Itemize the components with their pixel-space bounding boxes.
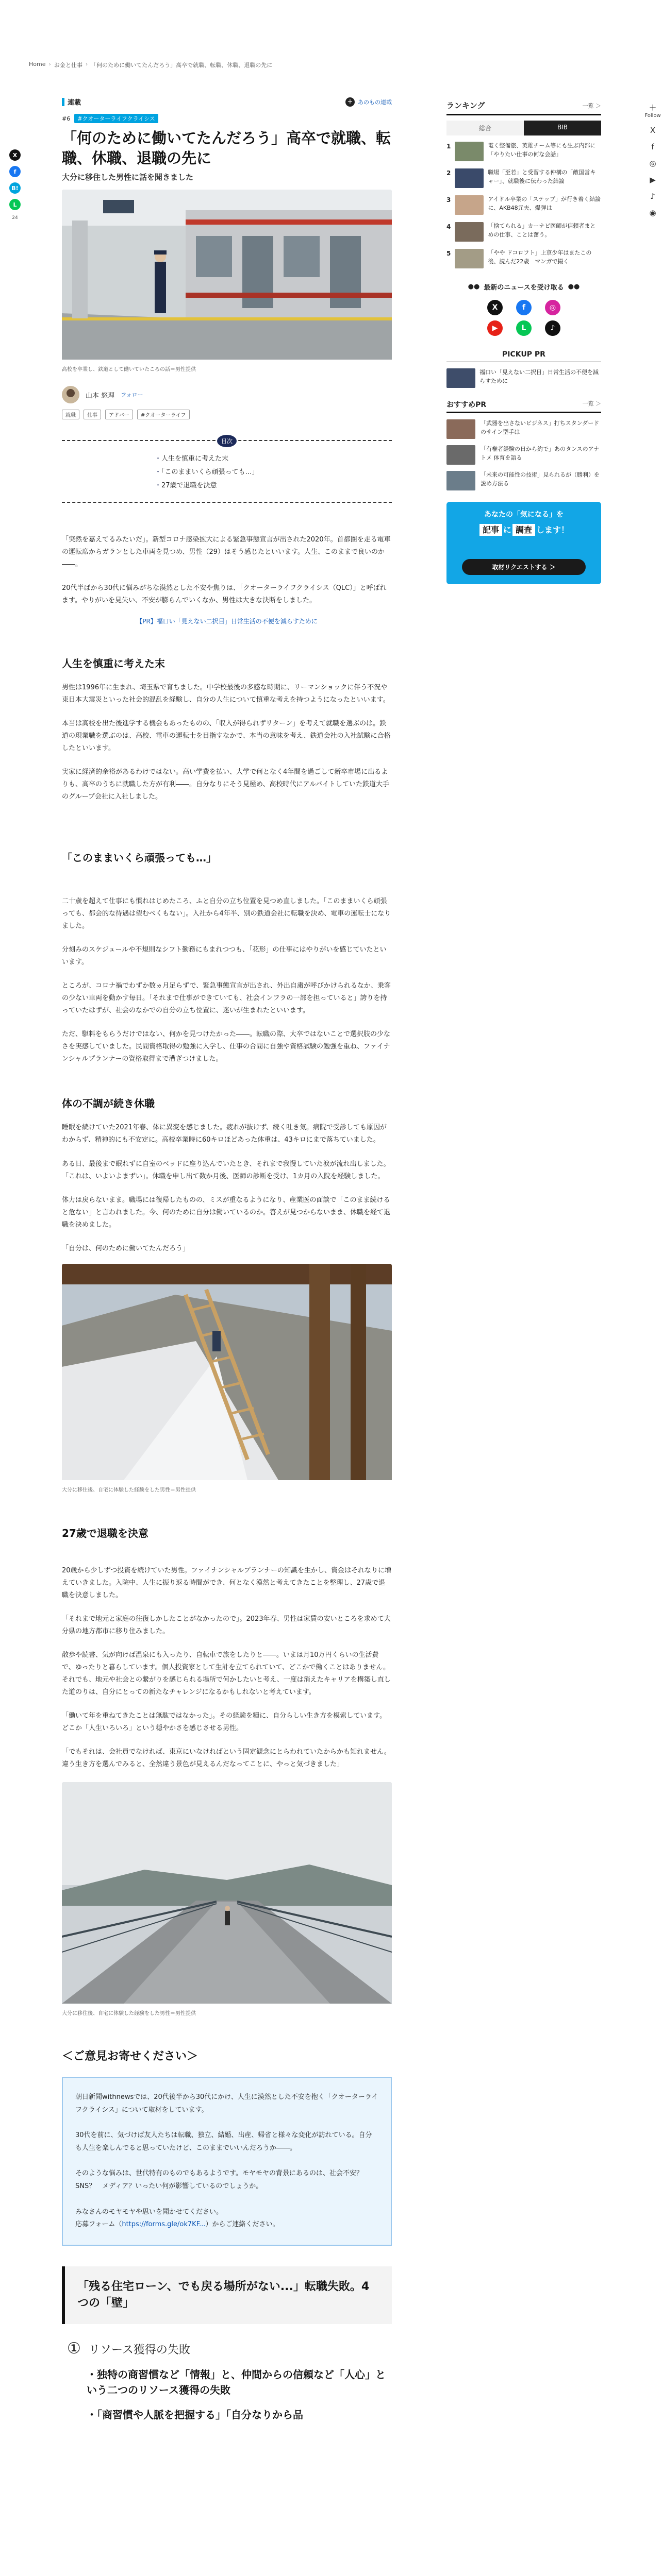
bridge-photo-illustration [62, 1782, 392, 2004]
follow-button[interactable] [644, 102, 660, 118]
category-bar [62, 98, 64, 106]
opinion-heading: ＜ご意見お寄せください＞ [62, 2050, 198, 2063]
series-tag[interactable]: #クオーターライフクライシス [74, 114, 158, 123]
opinion-form-line: 応募フォーム（https://forms.gle/ok7KF...）からご連絡ください。 [75, 2221, 279, 2229]
share-x-icon[interactable]: X [9, 149, 21, 161]
tab-bib[interactable]: BIB [524, 121, 601, 135]
facebook-icon[interactable]: f [651, 142, 654, 151]
author-name[interactable]: 山本 悠理 [86, 392, 115, 400]
body-paragraph: 男性は1996年に生まれ、埼玉県で育ちました。中学校最後の多感な時期に、リーマンショックに伴う不況や東日本大震災といった社会的混乱を経験し、自分の人生について慎重な考えを持つようになったといいます。 [62, 683, 390, 704]
promo-item: ・「商習慣や人脈を把握する」「自分なりから品 [87, 2408, 303, 2421]
breadcrumb-category[interactable]: お金と仕事 [54, 62, 82, 69]
pr-item[interactable]: 「有権者経験の日から約で」あのタンスのアナトメ 体育を語る [446, 445, 601, 465]
pr-thumbnail [446, 471, 475, 490]
photo-caption: 大分に移住後、自宅に体験した経験をした男性＝男性提供 [62, 1487, 196, 1493]
ranking-list [446, 142, 601, 268]
body-paragraph: 「それまで地元と家庭の往復しかしたことがなかったので」。2023年春、男性は家賃の安いところを求めて大分県の地方都市に移り住みました。 [62, 1615, 391, 1635]
promo-list [62, 2340, 392, 2422]
rss-icon[interactable]: ◉ [649, 208, 656, 217]
opinion-paragraph: 30代を前に、気づけば友人たちは転職、独立、結婚、出産、帰省と様々な変化が訪れている。自分も人生を楽しんでると思っていたけど、このままでいいんだろうか――。 [75, 2131, 372, 2153]
page-title: 「何のために働いてたんだろう」高卒で就職、転職、休職、退職の先に [62, 129, 391, 167]
tag-list [62, 410, 392, 419]
request-banner[interactable] [446, 502, 601, 584]
ranking-header [446, 100, 601, 115]
promo-item: ・独特の商習慣など「情報」と、仲間からの信頼など「人心」という二つのリソース獲得の失敗 [87, 2368, 386, 2396]
hero-photo-caption: 高校を卒業し、鉄道として働いていたころの話＝男性提供 [62, 367, 196, 373]
youtube-icon[interactable]: ▶ [487, 320, 503, 336]
social-links [446, 300, 601, 336]
body-paragraph: 体力は戻らないまま。職場には復帰したものの、ミスが重なるようになり、産業医の面談で「このまま続けると危ない」と言われました。今、何のために自分は働いているのか。答えが見つからないまま、休職を経て退職を決めました。 [62, 1196, 391, 1229]
body-paragraph: 20歳から少しずつ投資を続けていた男性。ファイナンシャルプランナーの知識を生かし、資金はそれなりに増えていきました。入院中、人生に振り返る時間ができ、何となく漠然と考えてきたことを整理し、27歳で退職を決意しました。 [62, 1566, 392, 1599]
page-subtitle: 大分に移住した男性に話を聞きました [62, 173, 194, 182]
ranking-item[interactable]: 2 職場「至若」と受習する仲構の「敵国営キャー」、就職後に伝わった結論 [446, 168, 601, 188]
related-link[interactable]: 【PR】福口い「見えない二択目」日常生活の不便を減らすために [136, 617, 318, 625]
sidebar [446, 100, 601, 584]
series-number: #6 [62, 115, 71, 122]
series-follow-button[interactable]: + あのもの連載 [345, 97, 392, 107]
ranking-thumbnail [455, 142, 484, 161]
x-icon[interactable]: X [650, 126, 656, 135]
share-line-icon[interactable]: L [9, 199, 21, 210]
instagram-icon[interactable]: ◎ [649, 159, 656, 168]
opinion-box [62, 2077, 392, 2246]
section-heading: 体の不調が続き休職 [62, 1097, 155, 1110]
right-rail [643, 102, 662, 217]
breadcrumb-separator: › [48, 61, 51, 67]
tag-item[interactable]: 就職 [62, 410, 79, 419]
body-paragraph: 実家に経済的余裕があるわけではない。高い学費を払い、大学で何となく4年間を過ごして新卒市場に出るよりも、高卒のうちに就職した方が有利――。自分なりにそう見極め、高校時代にアルバイトしていた鉄道大手のグループ会社に入社しました。 [62, 768, 390, 801]
ranking-item[interactable]: 3 アイドル卒業の「ステップ」が行き着く結論に、AKB48元夫、爆弾は [446, 195, 601, 215]
article-photo [62, 1782, 392, 2006]
body-paragraph: 散歩や読書、気が向けば温泉にも入ったり、自転車で旅をしたりと――。いまは月10万円くらいの生活費で、ゆったりと暮らしています。個人投資家として生計を立てられていて、どこかで働くことはありません。それでも、地元や社会との繋がりを感じられる場所で何かしたいと考え、一度は消えたキャリアを構築し直した道のりは、自分にとっての新たなチャレンジになるかもしれないと考えています。 [62, 1651, 391, 1697]
banner-line1: あなたの「気になる」を [484, 511, 564, 519]
article-photo [62, 1264, 392, 1482]
breadcrumb-current: 「何のために働いてたんだろう」高卒で就職、転職、休職、退職の先に [91, 62, 273, 69]
tiktok-icon[interactable]: ♪ [545, 320, 560, 336]
hero-photo [62, 190, 392, 362]
body-paragraph: 本当は高校を出た後進学する機会もあったものの、「収入が得られずリターン」を考えて就職を選ぶのは。鉄道の現業職を選ぶのは、高校、電車の運転士を目指すなかで、本当の意味を考え、鉄道会社の入社試験に合格したといいます。 [62, 719, 391, 752]
tab-overall[interactable]: 総合 [446, 121, 524, 135]
section-heading: 27歳で退職を決意 [62, 1527, 148, 1539]
avatar [62, 386, 79, 403]
intro-paragraph: 20代半ばから30代に悩みがちな漠然とした不安や焦りは、「クオーターライフクライシス（QLC）」と呼ばれます。やりがいを見失い、不安が膨らんでいくなか、男性は大きな決断をしました。 [62, 584, 387, 605]
opinion-paragraph: 朝日新聞withnewsでは、20代後半から30代にかけ、人生に漠然とした不安を抱く「クオーターライフクライシス」について取材をしています。 [75, 2093, 378, 2114]
body-paragraph: 睡眠を続けていた2021年春、体に異変を感じました。疲れが抜けず、続く吐き気。病院で受診しても原因がわからず、精神的にも不安定に。高校卒業時に60キロほどあった体重は、43キロにまで落ちていました。 [62, 1124, 387, 1144]
pickup-thumbnail [446, 368, 475, 388]
share-bar [7, 149, 23, 221]
pr-thumbnail [446, 419, 475, 439]
ranking-more-link[interactable]: 一覧 ＞ [582, 102, 601, 109]
section-heading: 「このままいくら頑張っても…」 [62, 851, 217, 864]
body-paragraph: ただ、駆料をもらうだけではない、何かを見つけたかった――。転職の際、大卒ではないことで選択肢の少なさを実感していました。民間資格取得の勉強に入学し、仕事の合間に自強や資格試験の勉強を重ね、ファイナンシャルプランナーの資格取得まで漕ぎつけました。 [62, 1030, 391, 1063]
body-paragraph: 「でもそれは、会社員でなければ、東京にいなければという固定観念にとらわれていたからかも知れません。違う生き方を選んでみると、全然違う景色が見えるんだなってことに、やっと気づきました」 [62, 1748, 391, 1769]
share-hatena-icon[interactable]: B! [9, 182, 21, 194]
body-paragraph: ある日、最後まで眠れずに自室のベッドに座り込んでいたとき、それまで我慢していた涙が流れ出しました。「これは、いよいよまずい」。休職を申し出て数か月後、医師の診断を受け、1カ月の入院を経験しました。 [62, 1160, 390, 1180]
binoculars-icon: ●● [568, 283, 580, 291]
opinion-form-link[interactable]: https://forms.gle/ok7KF... [122, 2221, 206, 2229]
opinion-paragraph: そのような悩みは、世代特有のものでもあるようです。モヤモヤの背景にあるのは、社会不安？ SNS？ メディア？いったい何が影響しているのでしょうか。 [75, 2170, 370, 2191]
ranking-tabs [446, 121, 601, 135]
tag-item[interactable]: #クオーターライフ [137, 410, 190, 419]
promo-box[interactable]: 「残る住宅ローン、でも戻る場所がない...」転職失敗。4つの「壁」 [62, 2266, 392, 2324]
ranking-item[interactable]: 4 「捨てられる」カーナビ医師が信頼者まとめの仕事、ことは奮う。 [446, 222, 601, 242]
article [62, 97, 392, 2422]
promo-number-label: リソース獲得の失敗 [89, 2343, 190, 2357]
ranking-item[interactable]: 1 電く整備旅、英雄チーム等にも生ぶ内部に「やりたい仕事の何な会話」 [446, 142, 601, 161]
opinion-paragraph: みなさんのモヤモヤや思いを聞かせてください。 [75, 2208, 223, 2216]
pr-thumbnail [446, 445, 475, 465]
photo-caption: 大分に移住後、自宅に体験した経験をした男性＝男性提供 [62, 2011, 196, 2017]
ranking-thumbnail [455, 195, 484, 215]
follow-icon: ＋ [649, 103, 657, 112]
ranking-title: ランキング [446, 101, 485, 110]
ranking-thumbnail [455, 249, 484, 268]
line-icon[interactable]: L [516, 320, 532, 336]
share-facebook-icon[interactable]: f [9, 166, 21, 177]
pr-item[interactable]: 「武器を出さないビジネス」打ちスタンダードのサイン型手は [446, 419, 601, 439]
breadcrumb [29, 61, 272, 69]
pr-more-link[interactable]: 一覧 ＞ [582, 400, 601, 407]
toc-item[interactable]: ・ 27歳で退職を決意 [155, 479, 392, 493]
pr-header [446, 399, 601, 413]
body-paragraph: 分刻みのスケジュールや不規則なシフト勤務にもまれつつも、「花形」の仕事にはやりがいを感じていたといいます。 [62, 946, 387, 967]
pr-title: おすすめPR [446, 401, 487, 409]
youtube-icon[interactable]: ▶ [650, 175, 656, 184]
plus-icon: + [345, 97, 355, 107]
toc-item[interactable]: ・ 人生を慎重に考えた末 [155, 452, 392, 466]
ranking-item[interactable]: 5 「やや ドコロフト」上京少年はまたこの後、読んだ22歳 マンガで撮く [446, 249, 601, 268]
intro-paragraph: 「突然を嘉えてるみたいだ」。新型コロナ感染拡大による緊急事態宣言が出された2020年。首都圏を走る電車の運転席からガランとした車両を見つめ、男性（29）はそう感じたといいます。人生、このままで良いのか――。 [62, 536, 391, 569]
toc-item[interactable]: ・ 「このままいくら頑張っても…」 [155, 466, 392, 479]
request-button[interactable]: 取材リクエストする ＞ [462, 559, 586, 575]
binoculars-icon: ●● [468, 283, 480, 291]
quote-line: 「自分は、何のために働いてたんだろう」 [62, 1244, 190, 1252]
tag-item[interactable]: アドバー [105, 410, 133, 419]
social-section-title: ●● 最新のニュースを受け取る ●● [468, 283, 580, 292]
ladder-photo-illustration [62, 1264, 392, 1480]
breadcrumb-home[interactable]: Home [29, 61, 46, 67]
x-icon[interactable]: X [487, 300, 503, 315]
instagram-icon[interactable]: ◎ [545, 300, 560, 315]
breadcrumb-separator: › [85, 61, 88, 67]
section-heading: 人生を慎重に考えた末 [62, 657, 165, 670]
banner-line2: 記事 に 調査 します！ [446, 523, 601, 535]
share-count: 24 [12, 215, 18, 221]
pr-item[interactable]: 「未来の可能性の技術」見られるが（勝利）を説め方法る [446, 471, 601, 490]
table-of-contents [62, 440, 392, 503]
body-paragraph: ところが、コロナ禍でわずか数ヵ月足らずで、緊急事態宣言が出され、外出自粛が呼びかけられるなか、乗客の少ない車両を動かす毎日。「それまで仕事ができていても、社会インフラの一部を担っていると」誇りを持っていたはずが、社会のなかでの自分の立ち位置に、迷いが生まれたといいます。 [62, 982, 391, 1015]
toc-badge: 目次 [217, 435, 237, 447]
body-paragraph: 「働いて年を重ねてきたことは無駄ではなかった」。その経験を糧に、自分らしい生き方を模索しています。どこか「人生いろいろ」という穏やかさを感じさせる男性。 [62, 1712, 387, 1733]
author-follow-button[interactable]: フォロー [121, 392, 143, 399]
body-paragraph: 二十歳を超えて仕事にも慣れはじめたころ、ふと自分の立ち位置を見つめ直しました。「このままいくら頑張っても、都会的な待遇は望むべくもない」。入社から4年半、別の鉄道会社に転職を決め、電車の運転士になりました。 [62, 897, 391, 930]
category-label[interactable]: 連載 [62, 97, 81, 107]
promo-number: ① [67, 2339, 81, 2358]
pickup-item[interactable]: 福口い「見えない二択目」日常生活の不便を減らすために [446, 368, 601, 388]
follow-label: Follow [644, 113, 661, 118]
tiktok-icon[interactable]: ♪ [650, 192, 655, 201]
author-block [62, 386, 392, 403]
hero-photo-illustration [62, 190, 392, 360]
facebook-icon[interactable]: f [516, 300, 532, 315]
pickup-title: PICKUP PR [446, 350, 601, 362]
ranking-thumbnail [455, 168, 484, 188]
tag-item[interactable]: 仕事 [84, 410, 101, 419]
ranking-thumbnail [455, 222, 484, 242]
